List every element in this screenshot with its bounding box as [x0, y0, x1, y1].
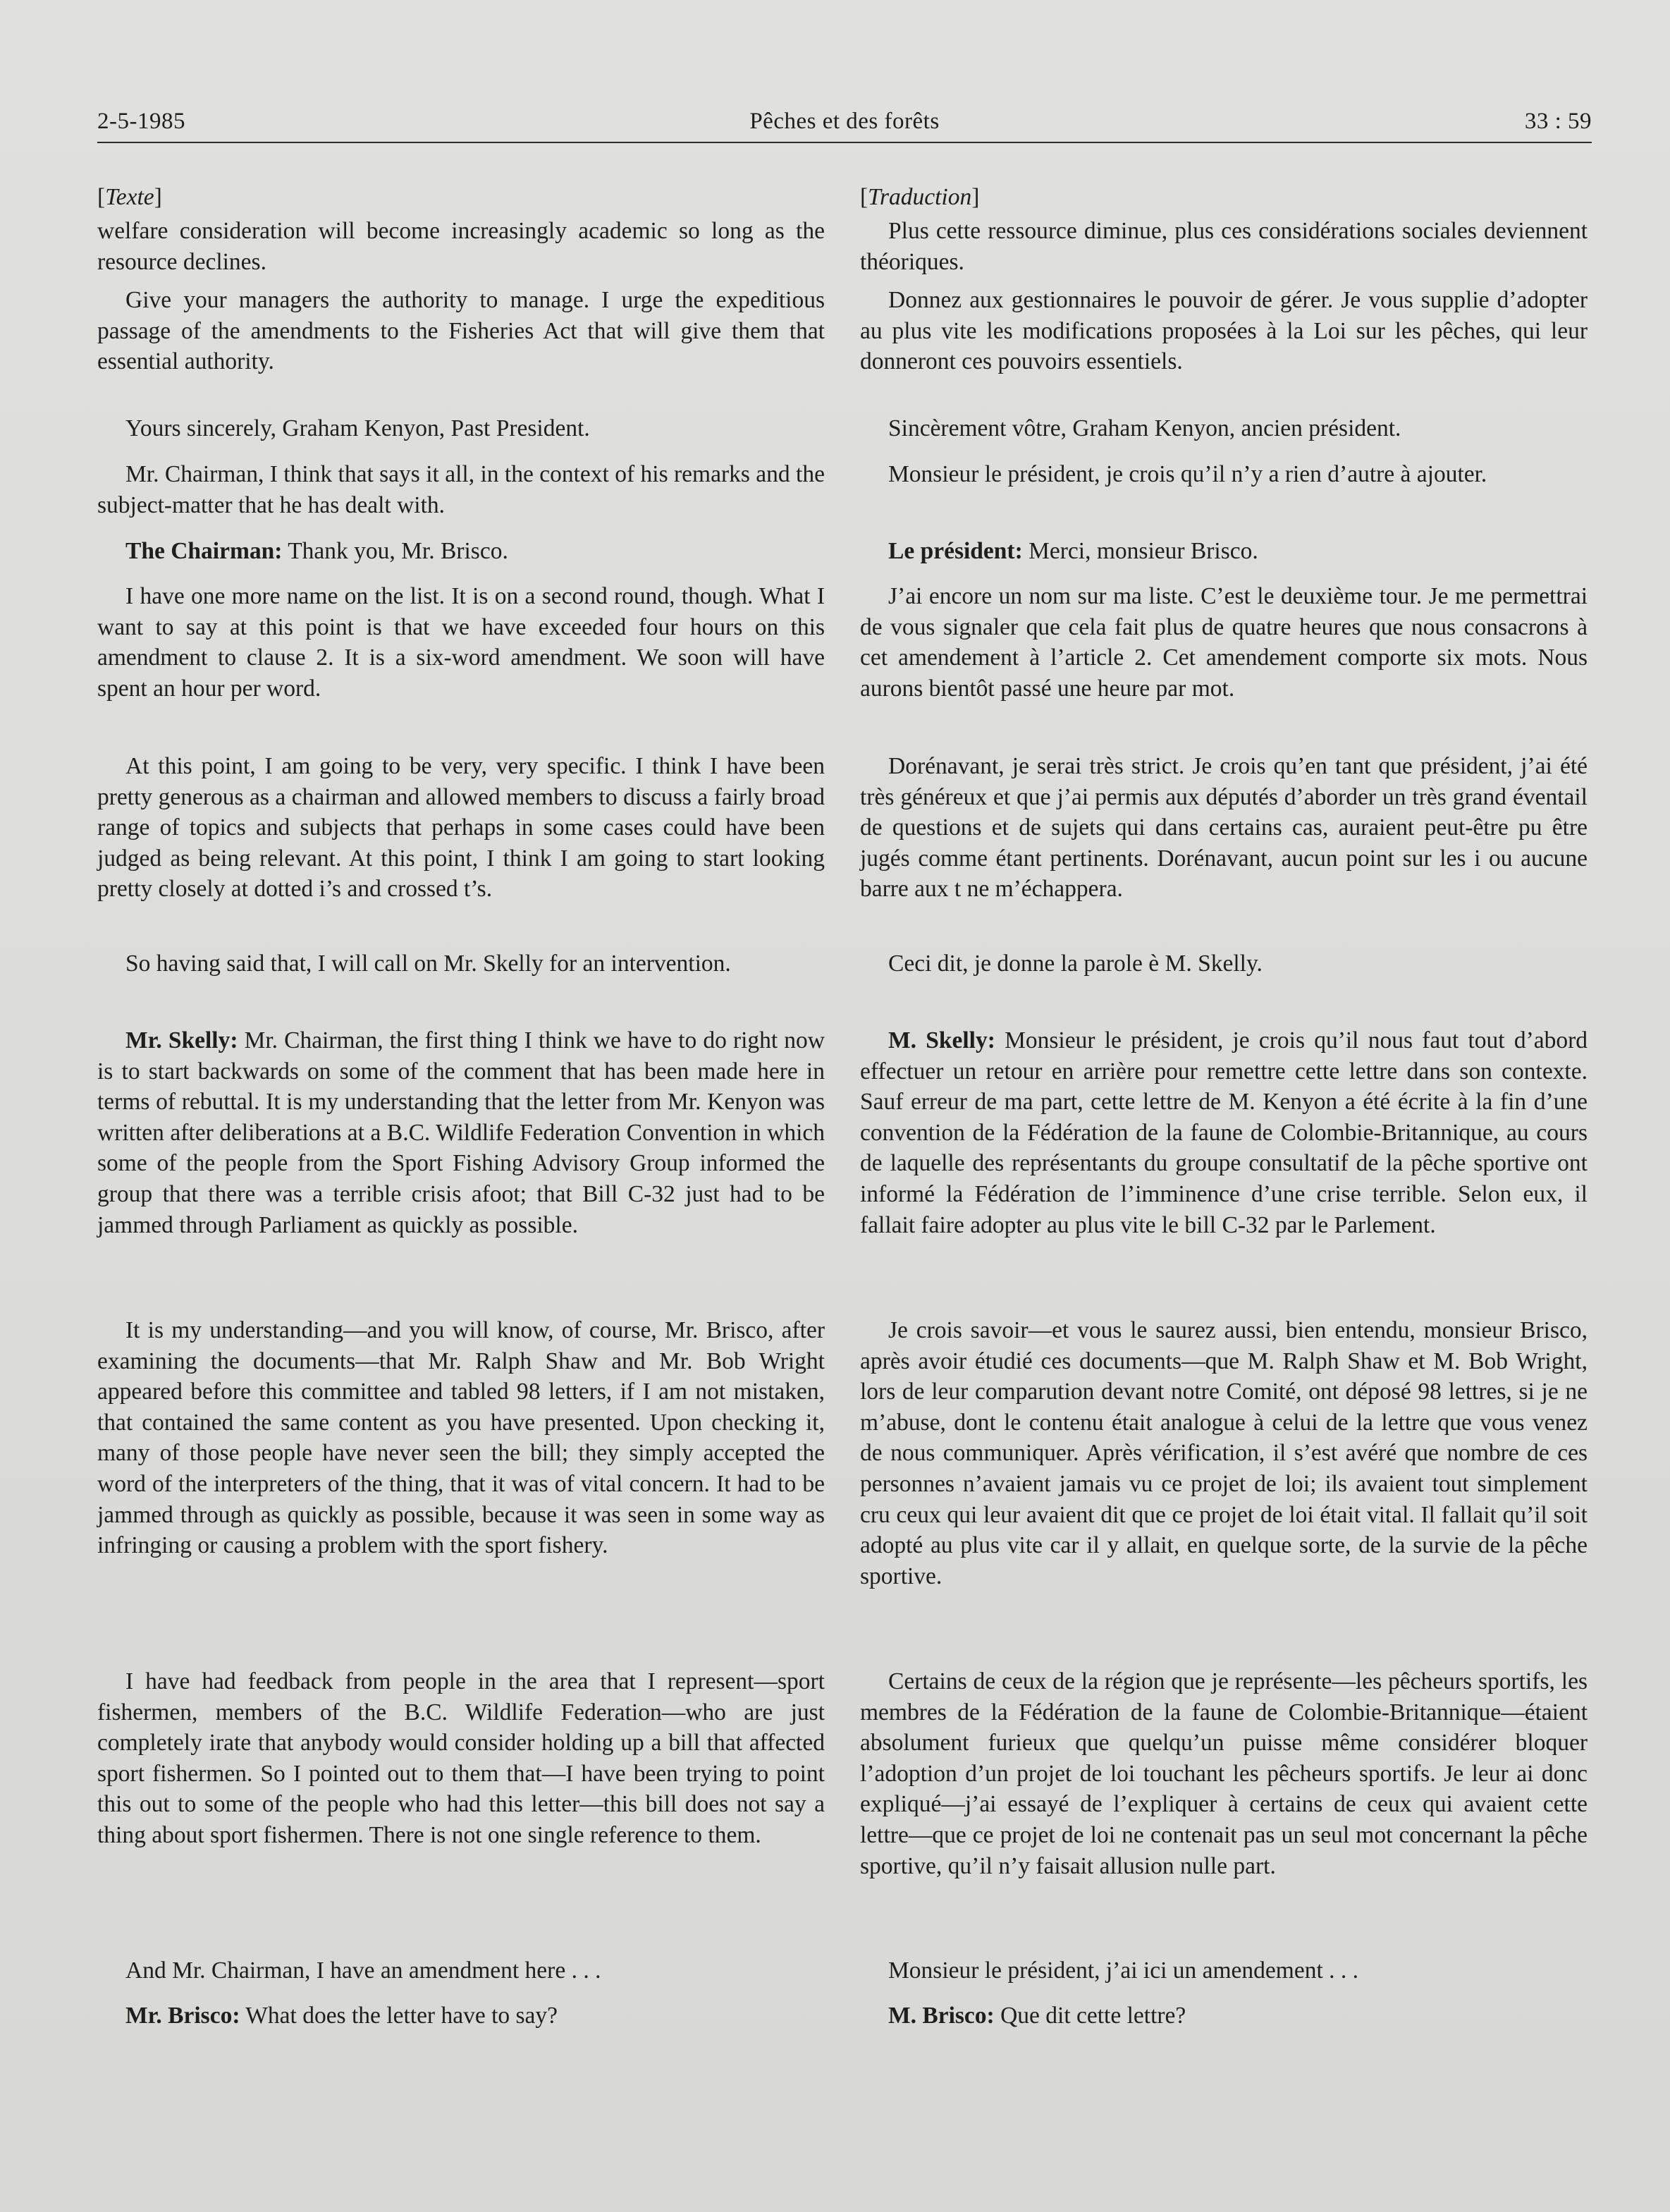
- paragraph: [97, 536, 825, 567]
- speech-text: Merci, monsieur Brisco.: [1022, 538, 1258, 564]
- speaker-label: Mr. Brisco:: [125, 2003, 240, 2029]
- header-date: 2-5-1985: [97, 109, 185, 134]
- header-page-number: 33 : 59: [1524, 109, 1592, 134]
- speech-text: Monsieur le président, je crois qu’il nous faut tout d’abord effectuer un retour en arrière pour remettre cette lettre dans son contexte. Sauf erreur de ma part, cette lettre de M. Kenyon a été écrite à la fin d’une convention de la Fédération de la faune de Colombie-Britannique, au cours de laquelle des représentants du groupe consultatif de la pêche sportive ont informé la Fédération de l’imminence d’une crise terrible. Selon eux, il fallait faire adopter au plus vite le bill C-32 par le Parlement.: [860, 1027, 1588, 1238]
- tag-bracket-close: ]: [154, 184, 162, 210]
- paragraph: I have had feedback from people in the area that I represent—sport fishermen, members of the B.C. Wildlife Federation—who are just completely irate that anybody would consider holding up a bill that affected sport fishermen. So I pointed out to them that—I have been trying to point this out to some of the people who had this letter—this bill does not say a thing about sport fishermen. There is not one single reference to them.: [97, 1668, 825, 1848]
- speech-text: What does the letter have to say?: [240, 2003, 558, 2029]
- paragraph: So having said that, I will call on Mr. Skelly for an intervention.: [125, 951, 731, 977]
- paragraph: I have one more name on the list. It is on a second round, though. What I want to say at this point is that we have exceeded four hours on this amendment to clause 2. It is a six-word amendment. We soon will have spent an hour per word.: [97, 583, 825, 702]
- paragraph: At this point, I am going to be very, very specific. I think I have been pretty generous as a chairman and allowed members to discuss a fairly broad range of topics and subjects that perhaps in some cases could have been judged as being relevant. At this point, I think I am going to start looking pretty closely at dotted i’s and crossed t’s.: [97, 753, 825, 903]
- section-tag-traduction: [860, 182, 1588, 213]
- page-header: [97, 103, 1592, 144]
- speech-text: Que dit cette lettre?: [994, 2003, 1186, 2029]
- paragraph: Plus cette ressource diminue, plus ces considérations sociales deviennent théoriques.: [860, 218, 1588, 275]
- paragraph: It is my understanding—and you will know, of course, Mr. Brisco, after examining the documents—that Mr. Ralph Shaw and Mr. Bob Wright appeared before this committee and tabled 98 letters, if I am not mistaken, that contained the same content as you have presented. Upon checking it, many of those people have never seen the bill; they simply accepted the word of the interpreters of the thing, that it was of vital concern. It had to be jammed through as quickly as possible, because it was seen in some way as infringing or causing a problem with the sport fishery.: [97, 1317, 825, 1559]
- tag-bracket-open: [: [860, 184, 868, 210]
- paragraph: Je crois savoir—et vous le saurez aussi, bien entendu, monsieur Brisco, après avoir étudié ces documents—que M. Ralph Shaw et M. Bob Wright, lors de leur comparution devant notre Comité, ont déposé 98 lettres, si je ne m’abuse, dont le contenu était analogue à celui de la lettre que vous venez de nous communiquer. Après vérification, il s’est avéré que nombre de ces personnes n’avaient jamais vu ce projet de loi; ils avaient tout simplement cru ceux qui leur avaient dit que ce projet de loi était vital. Il fallait qu’il soit adopté au plus vite car il y allait, en quelque sorte, de la survie de la pêche sportive.: [860, 1317, 1588, 1589]
- paragraph: Dorénavant, je serai très strict. Je crois qu’en tant que président, j’ai été très généreux et que j’ai permis aux députés d’aborder un très grand éventail de questions et de sujets qui dans certains cas, auraient peut-être pu être jugés comme étant pertinents. Dorénavant, aucun point sur les i ou aucune barre aux t ne m’échappera.: [860, 753, 1588, 903]
- paragraph: Donnez aux gestionnaires le pouvoir de gérer. Je vous supplie d’adopter au plus vite les modifications proposées à la Loi sur les pêches, qui leur donneront ces pouvoirs essentiels.: [860, 287, 1588, 375]
- paragraph: J’ai encore un nom sur ma liste. C’est le deuxième tour. Je me permettrai de vous signaler que cela fait plus de quatre heures que nous consacrons à cet amendement à l’article 2. Cet amendement comporte six mots. Nous aurons bientôt passé une heure par mot.: [860, 583, 1588, 702]
- paragraph: [860, 2000, 1588, 2031]
- speaker-label: Le président:: [888, 538, 1023, 564]
- paragraph: [860, 536, 1588, 567]
- section-tag-texte: [97, 182, 825, 213]
- paragraph: [97, 1025, 825, 1240]
- tag-bracket-open: [: [97, 184, 106, 210]
- speaker-label: M. Brisco:: [888, 2003, 995, 2029]
- paragraph: Give your managers the authority to manage. I urge the expeditious passage of the amendments to the Fisheries Act that will give them that essential authority.: [97, 287, 825, 375]
- speaker-label: Mr. Skelly:: [125, 1027, 238, 1053]
- paragraph: Ceci dit, je donne la parole è M. Skelly.: [888, 951, 1263, 977]
- paragraph: And Mr. Chairman, I have an amendment here . . .: [125, 1957, 601, 1984]
- paragraph: Mr. Chairman, I think that says it all, in the context of his remarks and the subject-matter that he has dealt with.: [97, 461, 825, 518]
- paragraph: Monsieur le président, je crois qu’il n’y a rien d’autre à ajouter.: [888, 461, 1487, 487]
- paragraph: Yours sincerely, Graham Kenyon, Past President.: [125, 415, 590, 441]
- paragraph: Sincèrement vôtre, Graham Kenyon, ancien président.: [888, 415, 1401, 441]
- paragraph: [860, 1025, 1588, 1240]
- paragraph: Monsieur le président, j’ai ici un amendement . . .: [888, 1957, 1359, 1984]
- speaker-label: The Chairman:: [125, 538, 283, 564]
- paragraph: [97, 2000, 825, 2031]
- tag-label: Traduction: [868, 184, 972, 210]
- speech-text: Thank you, Mr. Brisco.: [282, 538, 508, 564]
- tag-label: Texte: [105, 184, 154, 210]
- header-rule: [97, 142, 1592, 143]
- speaker-label: M. Skelly:: [888, 1027, 995, 1053]
- speech-text: Mr. Chairman, the first thing I think we have to do right now is to start backwards on some of the comment that has been made here in terms of rebuttal. It is my understanding that the letter from Mr. Kenyon was written after deliberations at a B.C. Wildlife Federation Convention in which some of the people from the Sport Fishing Advisory Group informed the group that there was a terrible crisis afoot; that Bill C-32 just had to be jammed through Parliament as quickly as possible.: [97, 1027, 825, 1238]
- tag-bracket-close: ]: [971, 184, 980, 210]
- paragraph: welfare consideration will become increasingly academic so long as the resource declines.: [97, 218, 825, 275]
- header-title: Pêches et des forêts: [749, 109, 940, 134]
- paragraph: Certains de ceux de la région que je représente—les pêcheurs sportifs, les membres de la Fédération de la faune de Colombie-Britannique—étaient absolument furieux que quelqu’un puisse même considérer bloquer l’adoption d’un projet de loi touchant les pêcheurs sportifs. Je leur ai donc expliqué—j’ai essayé de l’expliquer à certains de ceux qui avaient cette lettre—que ce projet de loi ne contenait pas un seul mot concernant la pêche sportive, qu’il n’y faisait allusion nulle part.: [860, 1668, 1588, 1879]
